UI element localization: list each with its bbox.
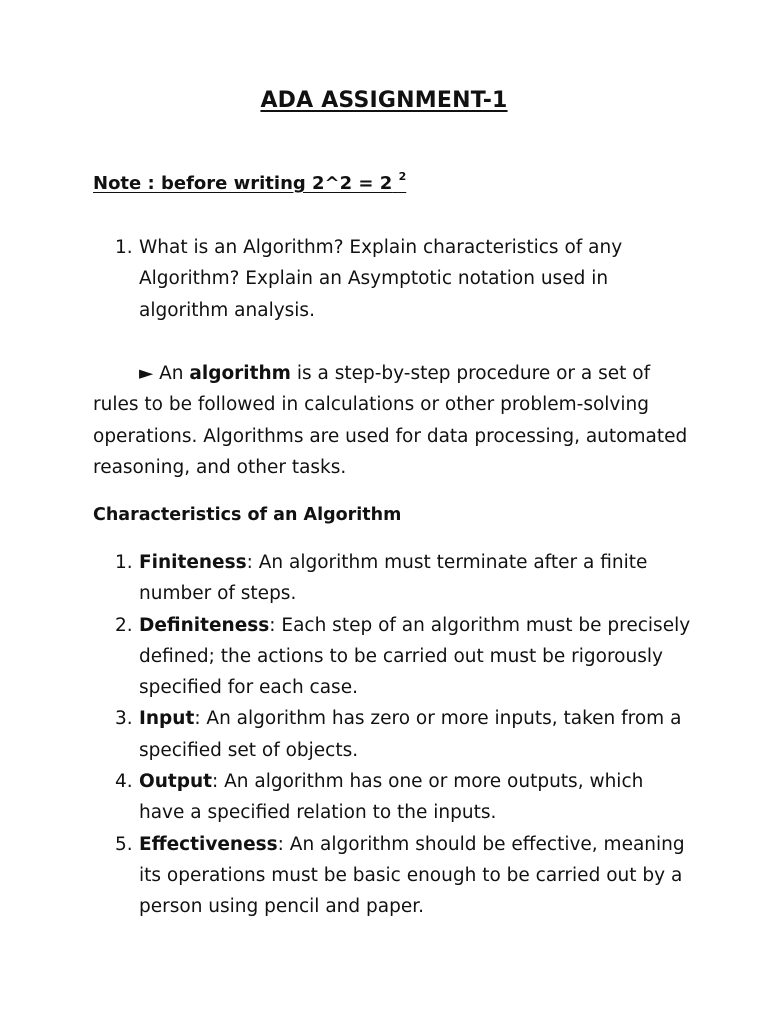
characteristic-item-input: [93, 703, 693, 766]
characteristics-heading: Characteristics of an Algorithm: [93, 505, 402, 525]
characteristic-term: Input: [139, 708, 195, 730]
document-title: ADA ASSIGNMENT-1: [260, 88, 508, 113]
answer-bullet: ►: [139, 363, 154, 384]
characteristic-number: 4.: [115, 771, 133, 793]
characteristic-number: 1.: [115, 552, 133, 573]
answer-paragraph: [93, 358, 693, 483]
characteristic-term: Output: [139, 771, 212, 793]
answer-prefix: An: [159, 363, 184, 384]
question-number: 1.: [115, 237, 133, 258]
characteristic-desc: : An algorithm must terminate after a finite number of steps.: [139, 552, 648, 605]
characteristic-term: Definiteness: [139, 614, 270, 636]
characteristic-term: Effectiveness: [139, 833, 278, 855]
answer-bold-term: algorithm: [189, 363, 291, 384]
characteristic-number: 2.: [115, 614, 133, 636]
characteristic-desc: : An algorithm should be effective, meaning its operations must be basic enough to be carried out by a person using pencil and paper.: [139, 833, 685, 918]
characteristic-item-definiteness: [93, 610, 693, 704]
note-text: Note : before writing 2^2 = 2: [93, 173, 393, 194]
answer-rest: is a step-by-step procedure or a set of rules to be followed in calculations or other problem-solving operations. Algorithms are used for data processing, automated reasoning, and other tasks.: [93, 363, 688, 478]
characteristic-number: 5.: [115, 833, 133, 855]
characteristics-list: [93, 547, 693, 923]
characteristic-item-effectiveness: [93, 829, 693, 923]
note-line: [93, 170, 406, 194]
characteristic-term: Finiteness: [139, 552, 247, 573]
question-text: What is an Algorithm? Explain characteristics of any Algorithm? Explain an Asymptotic notation used in algorithm analysis.: [139, 237, 623, 321]
characteristic-desc: : An algorithm has one or more outputs, which have a specified relation to the inputs.: [139, 771, 644, 824]
characteristic-number: 3.: [115, 708, 133, 730]
characteristic-desc: : Each step of an algorithm must be precisely defined; the actions to be carried out must be rigorously specified for each case.: [139, 614, 691, 699]
characteristic-desc: : An algorithm has zero or more inputs, taken from a specified set of objects.: [139, 708, 682, 761]
characteristic-item-finiteness: [93, 547, 693, 610]
note-superscript: 2: [398, 170, 407, 183]
characteristic-item-output: [93, 766, 693, 829]
question-item: [93, 232, 693, 326]
question-list: [93, 232, 693, 326]
